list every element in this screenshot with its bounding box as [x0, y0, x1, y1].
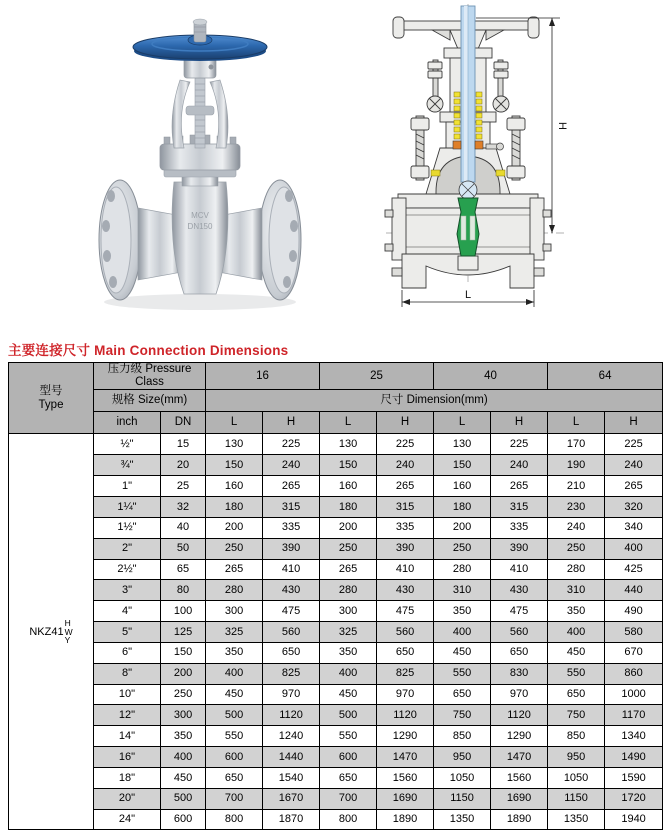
- l25-cell: 700: [320, 788, 377, 809]
- h25-cell: 1690: [377, 788, 434, 809]
- l40-cell: 280: [434, 559, 491, 580]
- h16-cell: 390: [263, 538, 320, 559]
- col-header-l-64: L: [548, 412, 605, 434]
- l16-cell: 650: [206, 767, 263, 788]
- col-header-h-16: H: [263, 412, 320, 434]
- inch-cell: 3": [94, 580, 161, 601]
- h40-cell: 225: [491, 434, 548, 455]
- table-row: [9, 809, 663, 830]
- h64-cell: 425: [605, 559, 663, 580]
- l64-cell: 250: [548, 538, 605, 559]
- h64-cell: 400: [605, 538, 663, 559]
- l40-cell: 950: [434, 747, 491, 768]
- h25-cell: 390: [377, 538, 434, 559]
- dn-cell: 50: [161, 538, 206, 559]
- l40-cell: 130: [434, 434, 491, 455]
- h40-cell: 1560: [491, 767, 548, 788]
- l25-cell: 300: [320, 601, 377, 622]
- l40-cell: 180: [434, 496, 491, 517]
- h40-cell: 1470: [491, 747, 548, 768]
- l64-cell: 280: [548, 559, 605, 580]
- table-row: [9, 663, 663, 684]
- l16-cell: 350: [206, 642, 263, 663]
- table-row: [9, 517, 663, 538]
- dn-cell: 40: [161, 517, 206, 538]
- table-row: [9, 684, 663, 705]
- inch-cell: 14": [94, 726, 161, 747]
- dn-cell: 100: [161, 601, 206, 622]
- l64-cell: 450: [548, 642, 605, 663]
- dn-cell: 150: [161, 642, 206, 663]
- col-header-h-25: H: [377, 412, 434, 434]
- dn-cell: 500: [161, 788, 206, 809]
- l40-cell: 310: [434, 580, 491, 601]
- h40-cell: 1890: [491, 809, 548, 830]
- inch-cell: 1": [94, 476, 161, 497]
- l64-cell: 400: [548, 622, 605, 643]
- l16-cell: 130: [206, 434, 263, 455]
- l64-cell: 750: [548, 705, 605, 726]
- dn-cell: 80: [161, 580, 206, 601]
- h40-cell: 240: [491, 455, 548, 476]
- h64-cell: 1170: [605, 705, 663, 726]
- l25-cell: 450: [320, 684, 377, 705]
- dn-cell: 250: [161, 684, 206, 705]
- h64-cell: 1340: [605, 726, 663, 747]
- photo-cast-text-1: MCV: [191, 211, 209, 220]
- dimension-header: 尺寸 Dimension(mm): [206, 390, 663, 412]
- l25-cell: 600: [320, 747, 377, 768]
- table-row: [9, 642, 663, 663]
- l64-cell: 650: [548, 684, 605, 705]
- l25-cell: 500: [320, 705, 377, 726]
- l16-cell: 265: [206, 559, 263, 580]
- h40-cell: 830: [491, 663, 548, 684]
- dn-cell: 20: [161, 455, 206, 476]
- h40-cell: 1120: [491, 705, 548, 726]
- dn-cell: 65: [161, 559, 206, 580]
- h40-cell: 650: [491, 642, 548, 663]
- l25-cell: 250: [320, 538, 377, 559]
- h25-cell: 240: [377, 455, 434, 476]
- h40-cell: 315: [491, 496, 548, 517]
- photo-right-flange: [259, 180, 301, 300]
- h16-cell: 650: [263, 642, 320, 663]
- inch-cell: 16": [94, 747, 161, 768]
- l40-cell: 200: [434, 517, 491, 538]
- drawing-stem-nut: [459, 181, 477, 199]
- h25-cell: 970: [377, 684, 434, 705]
- l25-cell: 800: [320, 809, 377, 830]
- h25-cell: 475: [377, 601, 434, 622]
- table-row: [9, 580, 663, 601]
- l25-cell: 650: [320, 767, 377, 788]
- table-row: [9, 455, 663, 476]
- dn-cell: 25: [161, 476, 206, 497]
- h25-cell: 825: [377, 663, 434, 684]
- l16-cell: 450: [206, 684, 263, 705]
- type-header-en: Type: [38, 399, 64, 412]
- col-header-h-64: H: [605, 412, 663, 434]
- valve-photo: [80, 10, 325, 315]
- l64-cell: 170: [548, 434, 605, 455]
- h16-cell: 265: [263, 476, 320, 497]
- h16-cell: 315: [263, 496, 320, 517]
- drawing-bonnet-bolt-right: [507, 116, 525, 180]
- table-row: [9, 538, 663, 559]
- h40-cell: 430: [491, 580, 548, 601]
- l64-cell: 550: [548, 663, 605, 684]
- col-header-l-40: L: [434, 412, 491, 434]
- h25-cell: 410: [377, 559, 434, 580]
- l25-cell: 150: [320, 455, 377, 476]
- h64-cell: 340: [605, 517, 663, 538]
- inch-cell: 1½": [94, 517, 161, 538]
- h64-cell: 240: [605, 455, 663, 476]
- inch-cell: 18": [94, 767, 161, 788]
- drawing-wedge-boss: [458, 256, 478, 270]
- l40-cell: 850: [434, 726, 491, 747]
- h16-cell: 335: [263, 517, 320, 538]
- h16-cell: 970: [263, 684, 320, 705]
- table-row: [9, 559, 663, 580]
- photo-left-flange: [99, 180, 141, 300]
- inch-cell: 10": [94, 684, 161, 705]
- l16-cell: 500: [206, 705, 263, 726]
- l25-cell: 200: [320, 517, 377, 538]
- h40-cell: 335: [491, 517, 548, 538]
- table-row: [9, 434, 663, 455]
- h16-cell: 1240: [263, 726, 320, 747]
- h64-cell: 670: [605, 642, 663, 663]
- col-header-l-16: L: [206, 412, 263, 434]
- h40-cell: 410: [491, 559, 548, 580]
- l16-cell: 600: [206, 747, 263, 768]
- l40-cell: 450: [434, 642, 491, 663]
- h64-cell: 580: [605, 622, 663, 643]
- l16-cell: 180: [206, 496, 263, 517]
- table-row: [9, 788, 663, 809]
- table-row: [9, 747, 663, 768]
- dn-cell: 450: [161, 767, 206, 788]
- l40-cell: 250: [434, 538, 491, 559]
- l64-cell: 1150: [548, 788, 605, 809]
- inch-cell: ¾": [94, 455, 161, 476]
- l16-cell: 250: [206, 538, 263, 559]
- dn-cell: 300: [161, 705, 206, 726]
- l40-cell: 160: [434, 476, 491, 497]
- inch-cell: ½": [94, 434, 161, 455]
- valve-section-drawing: [378, 4, 670, 316]
- inch-cell: 6": [94, 642, 161, 663]
- h40-cell: 970: [491, 684, 548, 705]
- dim-label-h: H: [556, 122, 568, 130]
- table-row: [9, 622, 663, 643]
- h40-cell: 560: [491, 622, 548, 643]
- col-header-dn: DN: [161, 412, 206, 434]
- h64-cell: 1590: [605, 767, 663, 788]
- h25-cell: 225: [377, 434, 434, 455]
- l25-cell: 550: [320, 726, 377, 747]
- h25-cell: 1890: [377, 809, 434, 830]
- model-suffixes: H W Y: [64, 618, 73, 646]
- col-header-h-40: H: [491, 412, 548, 434]
- h40-cell: 1290: [491, 726, 548, 747]
- dimensions-table: [8, 362, 663, 830]
- l40-cell: 400: [434, 622, 491, 643]
- inch-cell: 12": [94, 705, 161, 726]
- l16-cell: 400: [206, 663, 263, 684]
- h16-cell: 430: [263, 580, 320, 601]
- h64-cell: 225: [605, 434, 663, 455]
- photo-stem-pin: [186, 106, 214, 115]
- pressure-class-25: 25: [320, 363, 434, 390]
- l16-cell: 160: [206, 476, 263, 497]
- dn-cell: 15: [161, 434, 206, 455]
- l16-cell: 300: [206, 601, 263, 622]
- l16-cell: 200: [206, 517, 263, 538]
- dn-cell: 600: [161, 809, 206, 830]
- l40-cell: 1050: [434, 767, 491, 788]
- l40-cell: 1350: [434, 809, 491, 830]
- table-row: [9, 476, 663, 497]
- l64-cell: 310: [548, 580, 605, 601]
- h40-cell: 475: [491, 601, 548, 622]
- h64-cell: 1000: [605, 684, 663, 705]
- l16-cell: 700: [206, 788, 263, 809]
- h64-cell: 320: [605, 496, 663, 517]
- l25-cell: 325: [320, 622, 377, 643]
- photo-cast-text-2: DN150: [187, 222, 213, 231]
- h16-cell: 1440: [263, 747, 320, 768]
- l40-cell: 750: [434, 705, 491, 726]
- h64-cell: 490: [605, 601, 663, 622]
- l16-cell: 150: [206, 455, 263, 476]
- section-title: [8, 339, 288, 359]
- h25-cell: 335: [377, 517, 434, 538]
- l64-cell: 350: [548, 601, 605, 622]
- l40-cell: 1150: [434, 788, 491, 809]
- l25-cell: 130: [320, 434, 377, 455]
- h64-cell: 860: [605, 663, 663, 684]
- dn-cell: 400: [161, 747, 206, 768]
- l64-cell: 850: [548, 726, 605, 747]
- h25-cell: 1560: [377, 767, 434, 788]
- h16-cell: 560: [263, 622, 320, 643]
- pressure-class-64: 64: [548, 363, 663, 390]
- table-row: [9, 767, 663, 788]
- table-row: [9, 496, 663, 517]
- dn-cell: 125: [161, 622, 206, 643]
- type-header: [9, 363, 94, 434]
- h25-cell: 560: [377, 622, 434, 643]
- table-row: [9, 726, 663, 747]
- l64-cell: 230: [548, 496, 605, 517]
- h64-cell: 1490: [605, 747, 663, 768]
- l64-cell: 1050: [548, 767, 605, 788]
- l25-cell: 265: [320, 559, 377, 580]
- dn-cell: 200: [161, 663, 206, 684]
- h16-cell: 475: [263, 601, 320, 622]
- inch-cell: 4": [94, 601, 161, 622]
- model-type-cell: [9, 434, 94, 830]
- l25-cell: 160: [320, 476, 377, 497]
- drawing-bonnet-bolt-left: [411, 116, 429, 180]
- col-header-inch: inch: [94, 412, 161, 434]
- l25-cell: 350: [320, 642, 377, 663]
- h16-cell: 410: [263, 559, 320, 580]
- photo-body: [172, 182, 228, 294]
- drawing-gland-bolt-left: [427, 60, 443, 112]
- l40-cell: 150: [434, 455, 491, 476]
- model-code: NKZ41: [29, 625, 64, 638]
- h25-cell: 265: [377, 476, 434, 497]
- h64-cell: 440: [605, 580, 663, 601]
- l64-cell: 950: [548, 747, 605, 768]
- h16-cell: 240: [263, 455, 320, 476]
- section-title-en: Main Connection Dimensions: [94, 343, 289, 358]
- l64-cell: 240: [548, 517, 605, 538]
- h40-cell: 1690: [491, 788, 548, 809]
- drawing-left-flange: [392, 198, 406, 260]
- h16-cell: 1120: [263, 705, 320, 726]
- h16-cell: 1870: [263, 809, 320, 830]
- l25-cell: 400: [320, 663, 377, 684]
- drawing-wedge: [457, 198, 479, 256]
- h40-cell: 390: [491, 538, 548, 559]
- l40-cell: 350: [434, 601, 491, 622]
- h64-cell: 1940: [605, 809, 663, 830]
- l40-cell: 550: [434, 663, 491, 684]
- pressure-class-header: 压力级 Pressure Class: [94, 363, 206, 390]
- h25-cell: 650: [377, 642, 434, 663]
- h25-cell: 430: [377, 580, 434, 601]
- h25-cell: 315: [377, 496, 434, 517]
- col-header-l-25: L: [320, 412, 377, 434]
- l16-cell: 550: [206, 726, 263, 747]
- inch-cell: 2½": [94, 559, 161, 580]
- h16-cell: 1540: [263, 767, 320, 788]
- drawing-stem: [461, 6, 475, 182]
- inch-cell: 20": [94, 788, 161, 809]
- table-row: [9, 601, 663, 622]
- l64-cell: 190: [548, 455, 605, 476]
- pressure-class-16: 16: [206, 363, 320, 390]
- h16-cell: 825: [263, 663, 320, 684]
- section-title-cn: 主要连接尺寸: [8, 343, 91, 358]
- table-row: [9, 705, 663, 726]
- dn-cell: 32: [161, 496, 206, 517]
- drawing-grease-fitting: [486, 143, 504, 150]
- dim-label-l: L: [464, 289, 472, 301]
- l64-cell: 210: [548, 476, 605, 497]
- h25-cell: 1120: [377, 705, 434, 726]
- h16-cell: 1670: [263, 788, 320, 809]
- photo-shadow: [104, 294, 296, 310]
- l25-cell: 280: [320, 580, 377, 601]
- photo-stem-tip: [193, 19, 207, 42]
- h25-cell: 1290: [377, 726, 434, 747]
- inch-cell: 2": [94, 538, 161, 559]
- drawing-right-flange: [530, 198, 544, 260]
- inch-cell: 1¼": [94, 496, 161, 517]
- type-header-cn: 型号: [39, 384, 63, 397]
- h64-cell: 1720: [605, 788, 663, 809]
- inch-cell: 24": [94, 809, 161, 830]
- inch-cell: 5": [94, 622, 161, 643]
- l16-cell: 800: [206, 809, 263, 830]
- h64-cell: 265: [605, 476, 663, 497]
- size-header: 规格 Size(mm): [94, 390, 206, 412]
- drawing-gland-bolt-right: [493, 60, 509, 112]
- l16-cell: 280: [206, 580, 263, 601]
- l40-cell: 650: [434, 684, 491, 705]
- inch-cell: 8": [94, 663, 161, 684]
- dn-cell: 350: [161, 726, 206, 747]
- h40-cell: 265: [491, 476, 548, 497]
- pressure-class-40: 40: [434, 363, 548, 390]
- l25-cell: 180: [320, 496, 377, 517]
- l16-cell: 325: [206, 622, 263, 643]
- l64-cell: 1350: [548, 809, 605, 830]
- h16-cell: 225: [263, 434, 320, 455]
- h25-cell: 1470: [377, 747, 434, 768]
